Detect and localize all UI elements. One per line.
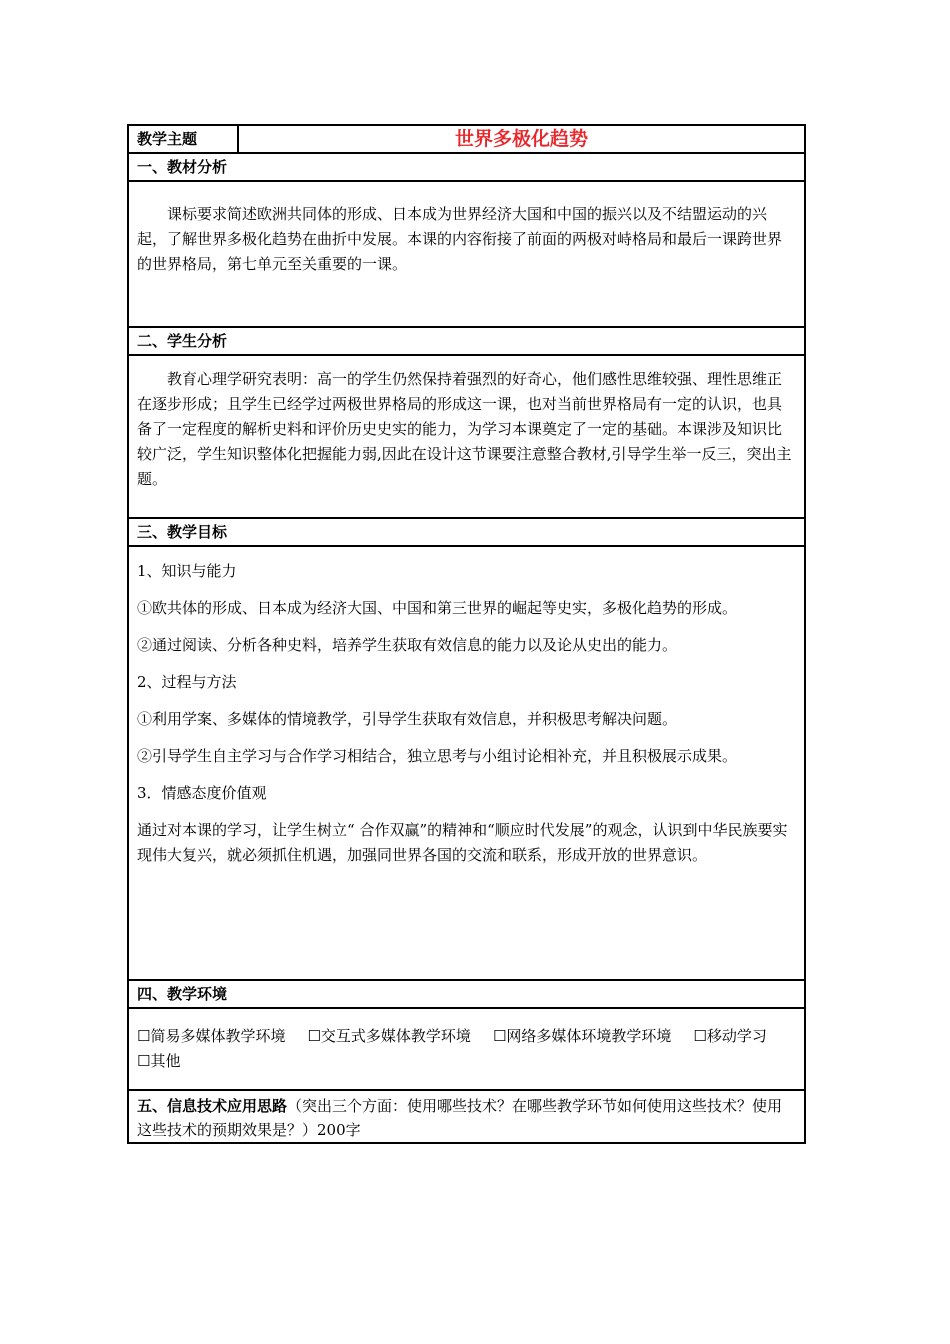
checkbox-icon[interactable]: ☐	[307, 1027, 321, 1045]
section4-content-row	[128, 1008, 805, 1090]
lesson-plan-table-wrapper	[127, 124, 806, 1144]
goal-line: 通过对本课的学习，让学生树立“ 合作双赢”的精神和“顺应时代发展”的观念，认识到中华民族要实现伟大复兴，就必须抓住机遇，加强同世界各国的交流和联系，形成开放的世界意识。	[137, 821, 788, 864]
option-interactive-multimedia[interactable]	[307, 1024, 470, 1049]
goal-line: ①欧共体的形成、日本成为经济大国、中国和第三世界的崛起等史实，多极化趋势的形成。	[137, 599, 738, 617]
section2-text: 教育心理学研究表明：高一的学生仍然保持着强烈的好奇心，他们感性思维较强、理性思维正在逐步形成；且学生已经学过两极世界格局的形成这一课，也对当前世界格局有一定的认识，也具备了一定程度的解析史料和评价历史史实的能力，为学习本课奠定了一定的基础。本课涉及知识比较广泛，学生知识整体化把握能力弱,因此在设计这节课要注意整合教材,引导学生举一反三，突出主题。	[137, 370, 792, 488]
option-label: 网络多媒体环境教学环境	[506, 1027, 672, 1045]
section4-heading: 四、教学环境	[128, 980, 805, 1008]
topic-label: 教学主题	[128, 125, 238, 153]
section1-content-row	[128, 181, 805, 327]
header-row	[128, 125, 805, 153]
section2-heading: 二、学生分析	[128, 327, 805, 355]
goal-line: ①利用学案、多媒体的情境教学，引导学生获取有效信息，并积极思考解决问题。	[137, 710, 678, 728]
section2-content-row	[128, 355, 805, 518]
goal-line: 3．情感态度价值观	[137, 784, 267, 802]
option-label: 其他	[150, 1052, 181, 1070]
lesson-plan-table	[127, 124, 806, 1144]
goal-line: ②引导学生自主学习与合作学习相结合，独立思考与小组讨论相补充，并且积极展示成果。	[137, 747, 738, 765]
checkbox-icon[interactable]: ☐	[137, 1052, 151, 1070]
section5-content	[128, 1090, 805, 1143]
environment-options-list	[137, 1024, 796, 1074]
goal-line: ②通过阅读、分析各种史料，培养学生获取有效信息的能力以及论从史出的能力。	[137, 636, 678, 654]
checkbox-icon[interactable]: ☐	[137, 1027, 151, 1045]
section3-content	[128, 546, 805, 980]
option-label: 交互式多媒体教学环境	[320, 1027, 471, 1045]
section1-heading: 一、教材分析	[128, 153, 805, 181]
lesson-title: 世界多极化趋势	[238, 125, 805, 153]
section3-heading: 三、教学目标	[128, 518, 805, 546]
option-simple-multimedia[interactable]	[137, 1024, 285, 1049]
section5-heading: 五、信息技术应用思路	[137, 1097, 288, 1115]
section5-note: （突出三个方面：使用哪些技术？在哪些教学环节如何使用这些技术？使用这些技术的预期效果是？）200字	[137, 1097, 783, 1139]
environment-options	[128, 1008, 805, 1090]
goal-line: 2、过程与方法	[137, 673, 237, 691]
option-label: 简易多媒体教学环境	[150, 1027, 286, 1045]
option-network-multimedia[interactable]	[493, 1024, 671, 1049]
section3-content-row	[128, 546, 805, 980]
checkbox-icon[interactable]: ☐	[492, 1027, 507, 1045]
checkbox-icon[interactable]: ☐	[693, 1027, 707, 1045]
option-label: 移动学习	[706, 1027, 767, 1045]
section2-heading-row	[128, 327, 805, 355]
section3-heading-row	[128, 518, 805, 546]
section1-heading-row	[128, 153, 805, 181]
section5-row	[128, 1090, 805, 1143]
section4-heading-row	[128, 980, 805, 1008]
section2-content	[128, 355, 805, 518]
section1-content	[128, 181, 805, 327]
option-other[interactable]	[137, 1049, 180, 1074]
section1-text: 课标要求简述欧洲共同体的形成、日本成为世界经济大国和中国的振兴以及不结盟运动的兴起，了解世界多极化趋势在曲折中发展。本课的内容衔接了前面的两极对峙格局和最后一课跨世界的世界格局，第七单元至关重要的一课。	[137, 205, 783, 273]
option-mobile-learning[interactable]	[693, 1024, 766, 1049]
goal-line: 1、知识与能力	[137, 562, 237, 580]
